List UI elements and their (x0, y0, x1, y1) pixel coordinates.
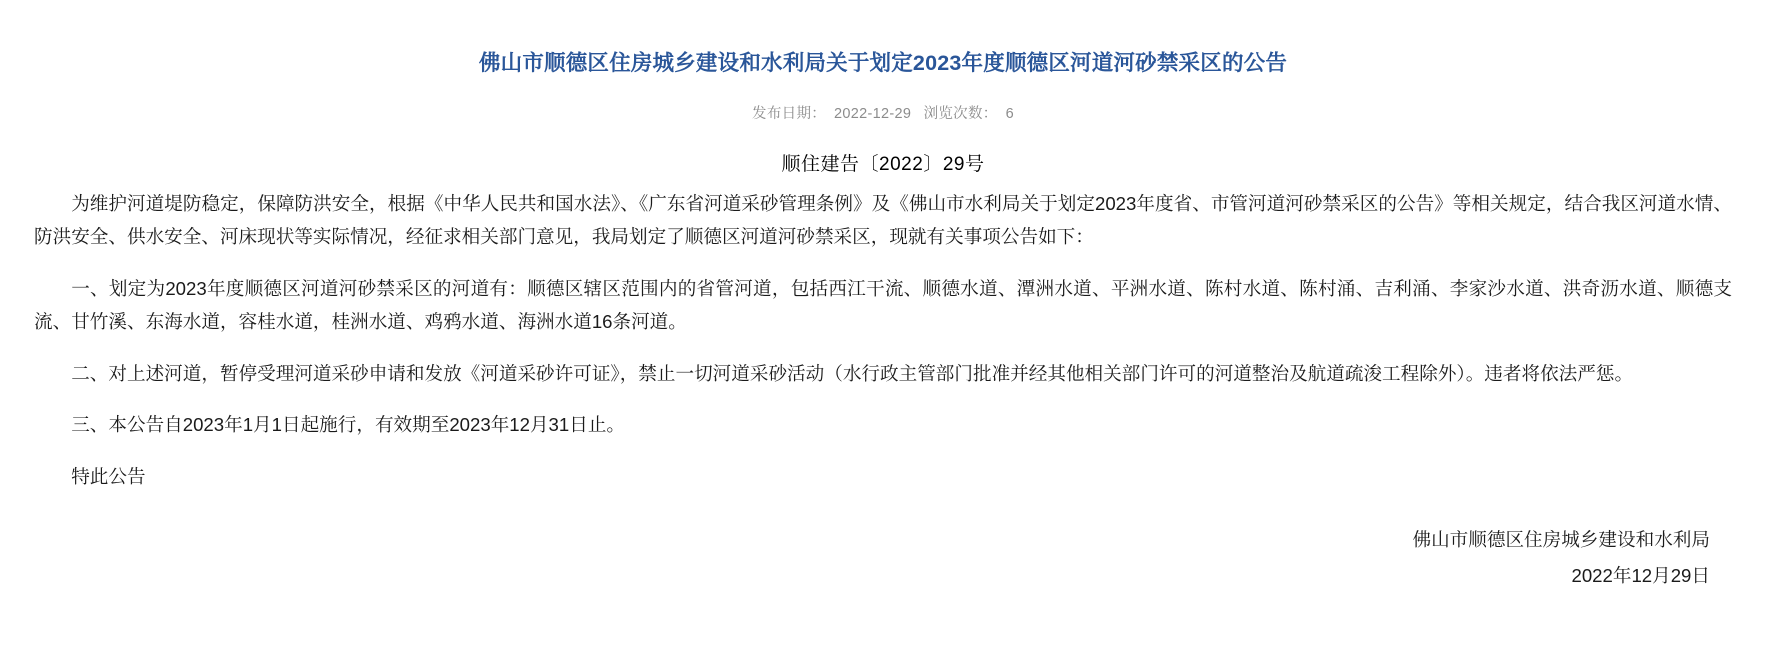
paragraph-item-two: 二、对上述河道，暂停受理河道采砂申请和发放《河道采砂许可证》，禁止一切河道采砂活动（水行政主管部门批准并经其他相关部门许可的河道整治及航道疏浚工程除外）。违者将依法严惩。 (71, 362, 1634, 384)
signature-date: 2022年12月29日 (1571, 564, 1710, 586)
publish-date-label: 发布日期： (752, 106, 827, 123)
document-number: 顺住建告〔2022〕29号 (781, 154, 985, 176)
views-label: 浏览次数： (923, 106, 998, 123)
page-title: 佛山市顺德区住房城乡建设和水利局关于划定2023年度顺德区河道河砂禁采区的公告 (478, 51, 1288, 75)
paragraph-item-three: 三、本公告自2023年1月1日起施行，有效期至2023年12月31日止。 (71, 414, 626, 436)
document-meta (34, 102, 1732, 123)
paragraph-intro: 为维护河道堤防稳定，保障防洪安全，根据《中华人民共和国水法》、《广东省河道采砂管理条例》及《佛山市水利局关于划定2023年度省、市管河道河砂禁采区的公告》等相关规定，结合我区河道水情、防洪安全、供水安全、河床现状等实际情况，经征求相关部门意见，我局划定了顺德区河道河砂禁采区，现就有关事项公告如下： (34, 193, 1732, 248)
views-count: 6 (1005, 106, 1014, 123)
paragraph-closing: 特此公告 (71, 466, 146, 488)
signature-organization: 佛山市顺德区住房城乡建设和水利局 (1412, 528, 1710, 550)
paragraph-item-one: 一、划定为2023年度顺德区河道河砂禁采区的河道有：顺德区辖区范围内的省管河道，包括西江干流、顺德水道、潭洲水道、平洲水道、陈村水道、陈村涌、吉利涌、李家沙水道、洪奇沥水道、顺德支流、甘竹溪、东海水道，容桂水道，桂洲水道、鸡鸦水道、海洲水道16条河道。 (34, 277, 1732, 332)
signature-block (1412, 522, 1710, 595)
publish-date-value: 2022-12-29 (834, 106, 912, 123)
